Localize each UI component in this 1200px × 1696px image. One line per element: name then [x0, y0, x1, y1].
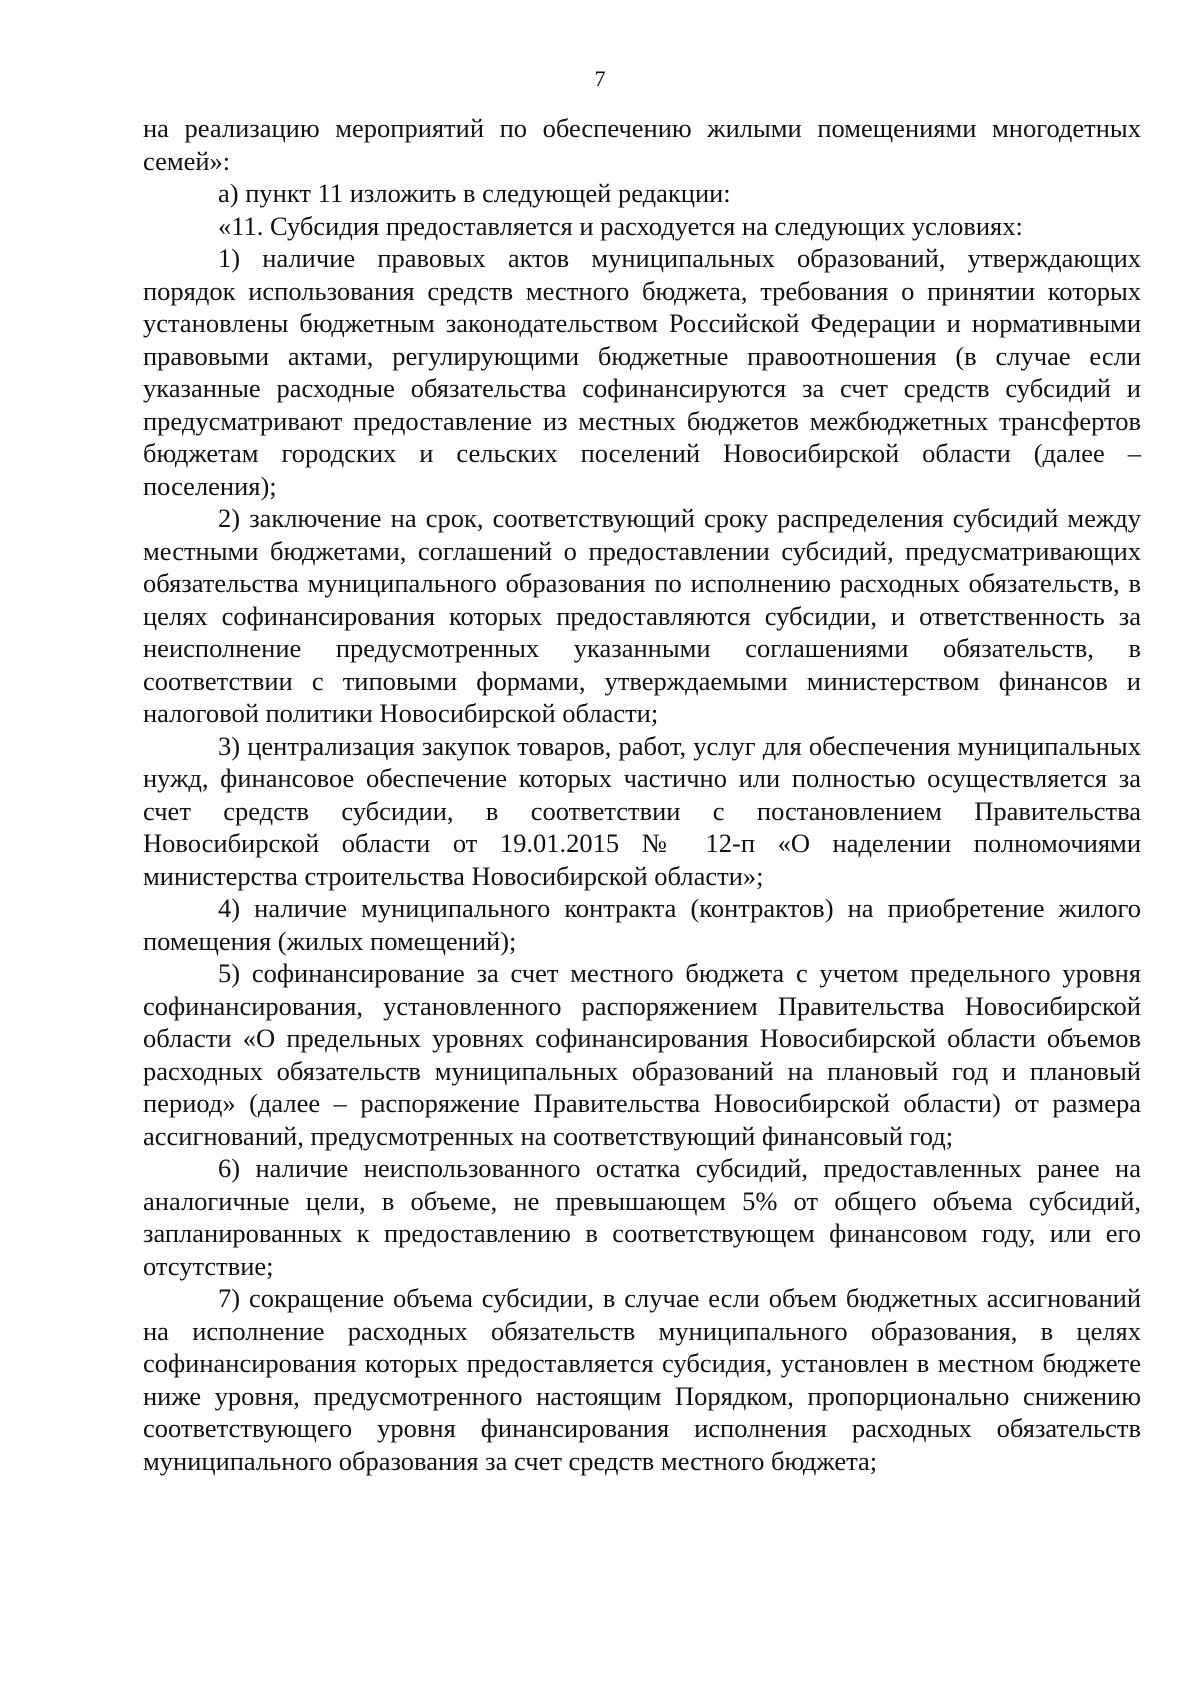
paragraph-condition-5: 5) софинансирование за счет местного бюджета с учетом предельного уровня софинансирования, установленного распоряжением Правительства Новосибирской области «О предельных уровнях софинансирования Новосибирской области объемов расходных обязательств муниципальных образований на плановый год и плановый период» (далее – распоряжение Правительства Новосибирской области) от размера ассигнований, предусмотренных на соответствующий финансовый год;	[143, 958, 1141, 1151]
paragraph-condition-2: 2) заключение на срок, соответствующий сроку распределения субсидий между местными бюджетами, соглашений о предоставлении субсидий, предусматривающих обязательства муниципального образования по исполнению расходных обязательств, в целях софинансирования которых предоставляются субсидии, и ответственность за неисполнение предусмотренных указанными соглашениями обязательств, в соответствии с типовыми формами, утверждаемыми министерством финансов и налоговой политики Новосибирской области;	[143, 503, 1141, 728]
paragraph-clause-11: «11. Субсидия предоставляется и расходуется на следующих условиях:	[218, 210, 1023, 241]
paragraph-condition-6: 6) наличие неиспользованного остатка субсидий, предоставленных ранее на аналогичные цели, в объеме, не превышающем 5% от общего объема субсидий, запланированных к предоставлению в соответствующем финансовом году, или его отсутствие;	[143, 1153, 1141, 1281]
paragraph-condition-4: 4) наличие муниципального контракта (контрактов) на приобретение жилого помещения (жилых помещений);	[143, 893, 1141, 956]
paragraph-condition-7: 7) сокращение объема субсидии, в случае если объем бюджетных ассигнований на исполнение расходных обязательств муниципального образования, в целях софинансирования которых предоставляется субсидия, установлен в местном бюджете ниже уровня, предусмотренного настоящим Порядком, пропорционально снижению соответствующего уровня финансирования исполнения расходных обязательств муниципального образования за счет средств местного бюджета;	[143, 1283, 1141, 1476]
paragraph-intro-continuation: на реализацию мероприятий по обеспечению жилыми помещениями многодетных семей»:	[143, 113, 1141, 176]
page-number: 7	[594, 66, 606, 91]
paragraph-condition-1: 1) наличие правовых актов муниципальных образований, утверждающих порядок использования средств местного бюджета, требования о принятии которых установлены бюджетным законодательством Российской Федерации и нормативными правовыми актами, регулирующими бюджетные правоотношения (в случае если указанные расходные обязательства софинансируются за счет средств субсидий и предусматривают предоставление из местных бюджетов межбюджетных трансфертов бюджетам городских и сельских поселений Новосибирской области (далее – поселения);	[143, 243, 1141, 501]
document-body	[143, 112, 1141, 1477]
paragraph-amendment-a: а) пункт 11 изложить в следующей редакции:	[218, 178, 731, 208]
paragraph-condition-3: 3) централизация закупок товаров, работ, услуг для обеспечения муниципальных нужд, финансовое обеспечение которых частично или полностью осуществляется за счет средств субсидии, в соответствии с постановлением Правительства Новосибирской области от 19.01.2015 № 12-п «О наделении полномочиями министерства строительства Новосибирской области»;	[143, 730, 1141, 891]
